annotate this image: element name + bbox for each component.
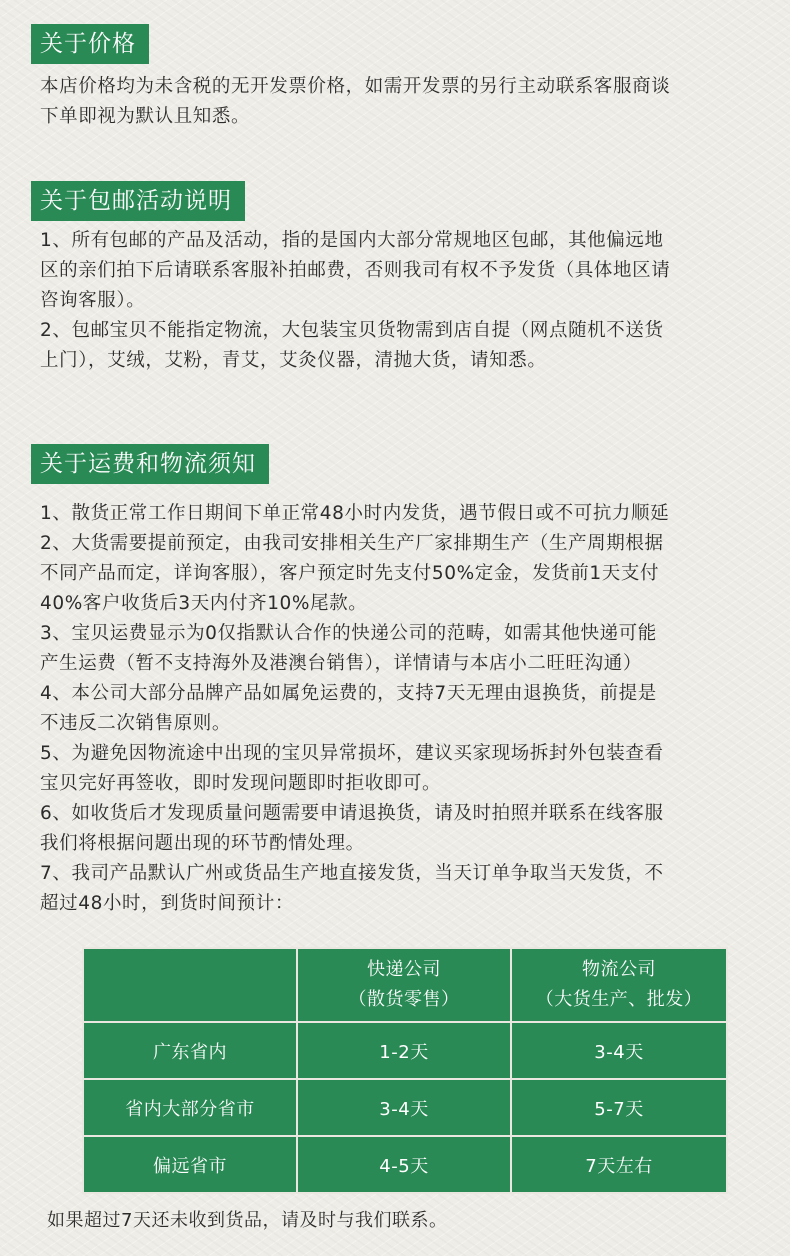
table-header-cell-empty <box>83 948 297 1022</box>
table-cell-region: 省内大部分省市 <box>83 1079 297 1136</box>
text-line: 6、如收货后才发现质量问题需要申请退换货，请及时拍照并联系在线客服 <box>40 803 664 824</box>
table-cell-region: 广东省内 <box>83 1022 297 1079</box>
text-line: 咨询客服）。 <box>40 290 146 311</box>
table-cell-express-time: 3-4天 <box>297 1079 511 1136</box>
table-row <box>83 1136 727 1193</box>
table-cell-freight-time: 7天左右 <box>511 1136 727 1193</box>
section-body-price <box>40 72 770 132</box>
text-line: 40%客户收货后3天内付齐10%尾款。 <box>40 593 368 614</box>
text-line: 超过48小时，到货时间预计： <box>40 893 294 914</box>
table-cell-freight-time: 5-7天 <box>511 1079 727 1136</box>
text-line: 5、为避免因物流途中出现的宝贝异常损坏，建议买家现场拆封外包装查看 <box>40 743 664 764</box>
text-line: 7、我司产品默认广州或货品生产地直接发货，当天订单争取当天发货，不 <box>40 863 664 884</box>
header-freight-note: （大货生产、批发） <box>535 989 703 1010</box>
table-cell-region: 偏远省市 <box>83 1136 297 1193</box>
section-body-free-shipping <box>40 226 770 376</box>
table-cell-express-time: 1-2天 <box>297 1022 511 1079</box>
text-line: 本店价格均为未含税的无开发票价格，如需开发票的另行主动联系客服商谈 <box>40 76 671 97</box>
text-line: 1、散货正常工作日期间下单正常48小时内发货，遇节假日或不可抗力顺延 <box>40 503 670 524</box>
table-row <box>83 1022 727 1079</box>
text-line: 我们将根据问题出现的环节酌情处理。 <box>40 833 365 854</box>
table-cell-freight-time: 3-4天 <box>511 1022 727 1079</box>
section-body-logistics <box>40 499 770 919</box>
table-header-row <box>83 948 727 1022</box>
table-row <box>83 1079 727 1136</box>
delivery-time-table <box>82 947 728 1194</box>
footer-note: 如果超过7天还未收到货品，请及时与我们联系。 <box>47 1210 448 1231</box>
text-line: 上门），艾绒，艾粉，青艾，艾灸仪器，清抛大货，请知悉。 <box>40 350 547 371</box>
text-line: 4、本公司大部分品牌产品如属免运费的，支持7天无理由退换货，前提是 <box>40 683 657 704</box>
table-header-cell-freight <box>511 948 727 1022</box>
table-cell-express-time: 4-5天 <box>297 1136 511 1193</box>
text-line: 2、大货需要提前预定，由我司安排相关生产厂家排期生产（生产周期根据 <box>40 533 664 554</box>
text-line: 不违反二次销售原则。 <box>40 713 232 734</box>
section-title-price: 关于价格 <box>31 24 149 64</box>
text-line: 3、宝贝运费显示为0仅指默认合作的快递公司的范畴，如需其他快递可能 <box>40 623 657 644</box>
section-title-free-shipping: 关于包邮活动说明 <box>31 181 245 221</box>
table-header-cell-express <box>297 948 511 1022</box>
text-line: 宝贝完好再签收，即时发现问题即时拒收即可。 <box>40 773 442 794</box>
text-line: 下单即视为默认且知悉。 <box>40 106 251 127</box>
text-line: 产生运费（暂不支持海外及港澳台销售），详情请与本店小二旺旺沟通） <box>40 653 642 674</box>
text-line: 1、所有包邮的产品及活动，指的是国内大部分常规地区包邮，其他偏远地 <box>40 230 664 251</box>
section-title-logistics: 关于运费和物流须知 <box>31 444 269 484</box>
text-line: 2、包邮宝贝不能指定物流，大包装宝贝货物需到店自提（网点随机不送货 <box>40 320 664 341</box>
header-freight-name: 物流公司 <box>582 959 656 980</box>
header-express-note: （散货零售） <box>348 989 460 1010</box>
text-line: 不同产品而定，详询客服），客户预定时先支付50%定金，发货前1天支付 <box>40 563 660 584</box>
header-express-name: 快递公司 <box>367 959 441 980</box>
text-line: 区的亲们拍下后请联系客服补拍邮费，否则我司有权不予发货（具体地区请 <box>40 260 671 281</box>
